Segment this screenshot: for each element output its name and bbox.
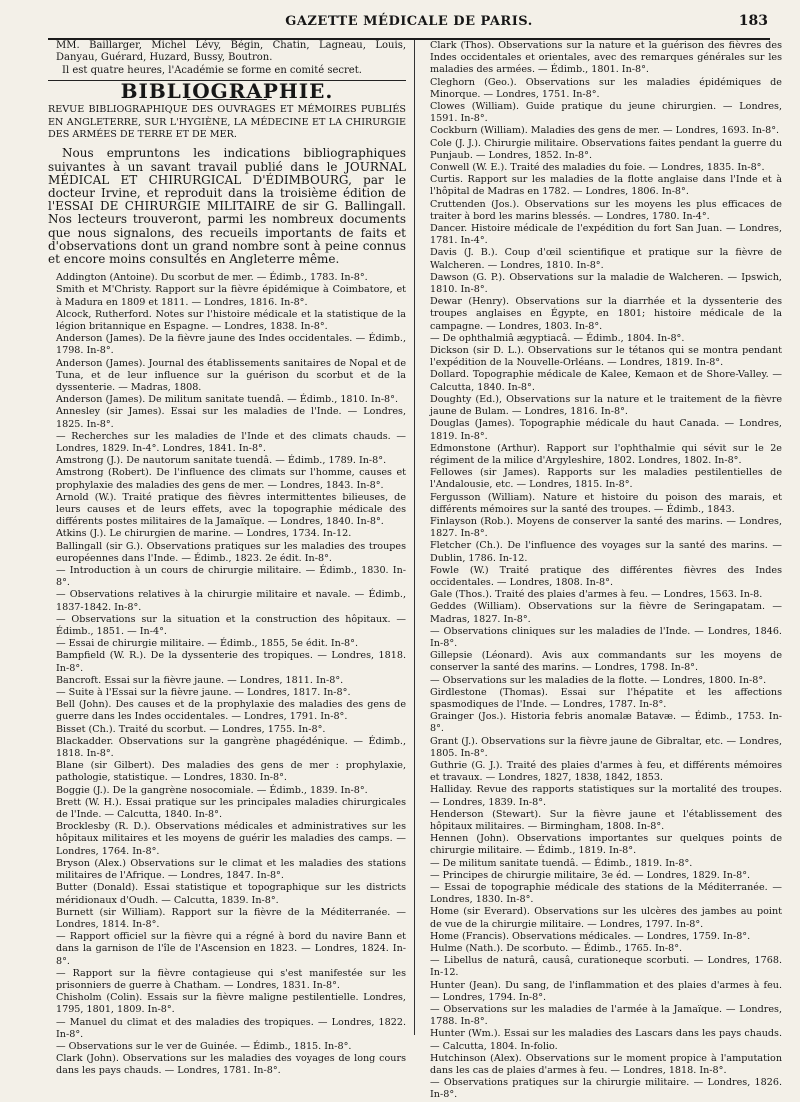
intro-paragraph: Nous empruntons les indications bibliographiques suivantes à un savant travail publié dans le JOURNAL MÉDICAL ET CHIRURGICAL D'ÉDIMBOURG, par le docteur Irvine, et reproduit dans la troisième édition de l'ESSAI DE CHIRURGIE MILITAIRE de sir G. Ballingall. Nos lecteurs trouveront, parmi les nombreux documents que nous signalons, des recueils importants de faits et d'observations dont un grand nombre sont à peine connus et encore moins consultés en Angleterre même.	[48, 146, 406, 266]
bibliography-entry: — Rapport officiel sur la fièvre qui a régné à bord du navire Bann et dans la garnison de l'île de l'Ascension en 1823. — Londres, 1824. In-8°.	[56, 931, 406, 967]
bibliography-entry: — De ophthalmiâ ægyptiacâ. — Édimb., 1804. In-8°.	[430, 332, 685, 344]
bibliography-entry: Henderson (Stewart). Sur la fièvre jaune et l'établissement des hôpitaux militaires. — Birmingham, 1808. In-8°.	[430, 808, 782, 832]
bibliography-entry: Addington (Antoine). Du scorbut de mer. — Édimb., 1783. In-8°.	[56, 272, 368, 284]
bibliography-entry: — Observations sur le ver de Guinée. — Édimb., 1815. In-8°.	[56, 1040, 352, 1052]
bibliography-entry: Cruttenden (Jos.). Observations sur les moyens les plus efficaces de traiter à bord les marins blessés. — Londres, 1780. In-4°.	[430, 198, 782, 222]
bibliography-entry: Anderson (James). Journal des établissements sanitaires de Nopal et de Tuna, et de leur influence sur la guérison du scorbut et de la dyssenterie. — Madras, 1808.	[56, 357, 406, 393]
bibliography-entry: — Observations relatives à la chirurgie militaire et navale. — Édimb., 1837-1842. In-8°.	[56, 589, 406, 613]
bibliography-entry: Curtis. Rapport sur les maladies de la flotte anglaise dans l'Inde et à l'hôpital de Madras en 1782. — Londres, 1806. In-8°.	[430, 174, 782, 198]
bibliography-entry: Clark (John). Observations sur les maladies des voyages de long cours dans les pays chauds. — Londres, 1781. In-8°.	[56, 1053, 406, 1077]
bibliography-entry: — Observations sur les maladies de l'armée à la Jamaïque. — Londres, 1788. In-8°.	[430, 1004, 782, 1028]
bibliography-entry: Bisset (Ch.). Traité du scorbut. — Londres, 1755. In-8°.	[56, 723, 326, 735]
bibliography-entry: Fowle (W.) Traité pratique des différentes fièvres des Indes occidentales. — Londres, 1808. In-8°.	[430, 564, 782, 588]
bibliography-entry: Cleghorn (Geo.). Observations sur les maladies épidémiques de Minorque. — Londres, 1751. In-8°.	[430, 76, 782, 100]
section-subheading: REVUE BIBLIOGRAPHIQUE DES OUVRAGES ET MÉMOIRES PUBLIÉS EN ANGLETERRE, SUR L'HYGIÈNE, LA MÉDECINE ET LA CHIRURGIE DES ARMÉES DE TERRE ET DE MER.	[48, 104, 406, 140]
bibliography-entry: Dawson (G. P.). Observations sur la maladie de Walcheren. — Ipswich, 1810. In-8°.	[430, 271, 782, 296]
bibliography-entry: — Observations sur la situation et la construction des hôpitaux. — Édimb., 1851. — In-4°.	[56, 613, 406, 638]
bibliography-entry: — Suite à l'Essai sur la fièvre jaune. — Londres, 1817. In-8°.	[56, 687, 351, 699]
bibliography-entry: Annesley (sir James). Essai sur les maladies de l'Inde. — Londres, 1825. In-8°.	[56, 406, 406, 430]
bibliography-entry: Blackadder. Observations sur la gangrène phagédénique. — Édimb., 1818. In-8°.	[56, 735, 406, 760]
bibliography-entry: — Rapport sur la fièvre contagieuse qui s'est manifestée sur les prisonniers de guerre à Chatham. — Londres, 1831. In-8°.	[56, 967, 406, 991]
bibliography-entry: — Essai de topographie médicale des stations de la Méditerranée. — Londres, 1830. In-8°.	[430, 882, 782, 906]
bibliography-entry: Amstrong (J.). De nautorum sanitate tuendâ. — Édimb., 1789. In-8°.	[56, 455, 387, 467]
bibliography-entry: Doughty (Ed.), Observations sur la nature et le traitement de la fièvre jaune de Bulam. — Londres, 1816. In-8°.	[430, 393, 782, 418]
bibliography-entry: Hutchinson (Alex). Observations sur le moment propice à l'amputation dans les cas de plaies d'armes à feu. — Londres, 1818. In-8°.	[430, 1052, 782, 1077]
bibliography-entry: Bampfield (W. R.). De la dyssenterie des tropiques. — Londres, 1818. In-8°.	[56, 650, 406, 674]
left-column	[48, 40, 406, 1078]
page-number: 183	[738, 13, 768, 29]
bibliography-entry: Hunter (Jean). Du sang, de l'inflammation et des plaies d'armes à feu. — Londres, 1794. In-8°.	[430, 979, 782, 1003]
bibliography-entry: Arnold (W.). Traité pratique des fièvres intermittentes bilieuses, de leurs causes et de leurs effets, avec la topographie médicale des différents postes militaires de la Jamaïque. — Londres, 1840. In-8°.	[56, 491, 406, 528]
bibliography-entry: Blane (sir Gilbert). Des maladies des gens de mer : prophylaxie, pathologie, statistique. — Londres, 1830. In-8°.	[56, 760, 406, 784]
bibliography-entry: Dancer. Histoire médicale de l'expédition du fort San Juan. — Londres, 1781. In-4°.	[430, 223, 782, 247]
bibliography-entry: Chisholm (Colin). Essais sur la fièvre maligne pestilentielle. Londres, 1795, 1801, 1809. In-8°.	[56, 992, 406, 1016]
bibliography-entry: Fletcher (Ch.). De l'influence des voyages sur la santé des marins. — Dublin, 1786. In-12.	[430, 540, 782, 564]
bibliography-entry: Grainger (Jos.). Historia febris anomalæ Batavæ. — Édimb., 1753. In-8°.	[430, 711, 782, 735]
bibliography-entry: Douglas (James). Topographie médicale du haut Canada. — Londres, 1819. In-8°.	[430, 418, 782, 442]
bibliography-entry: Burnett (sir William). Rapport sur la fièvre de la Méditerranée. — Londres, 1814. In-8°.	[56, 906, 406, 930]
bibliography-entry: Fergusson (William). Nature et histoire du poison des marais, et différents mémoires sur la santé des troupes. — Édimb., 1843.	[430, 491, 782, 515]
bibliography-entry: Clowes (William). Guide pratique du jeune chirurgien. — Londres, 1591. In-8°.	[430, 101, 782, 125]
column-divider	[414, 40, 415, 1035]
bibliography-entry: Brett (W. H.). Essai pratique sur les principales maladies chirurgicales de l'Inde. — Calcutta, 1840. In-8°.	[56, 796, 406, 821]
bibliography-entry: — Recherches sur les maladies de l'Inde et des climats chauds. — Londres, 1829. In-4°. Londres, 1841. In-8°.	[56, 430, 406, 454]
section-heading: BIBLIOGRAPHIE.	[120, 78, 334, 103]
bibliography-entry: Davis (J. B.). Coup d'œil scientifique et pratique sur la fièvre de Walcheren. — Londres, 1810. In-8°.	[430, 247, 782, 271]
bibliography-entry: Gillepsie (Léonard). Avis aux commandants sur les moyens de conserver la santé des marins. — Londres, 1798. In-8°.	[430, 650, 782, 674]
bibliography-entry: Gale (Thos.). Traité des plaies d'armes à feu. — Londres, 1563. In-8.	[430, 589, 763, 601]
bibliography-entry: — Observations cliniques sur les maladies de l'Inde. — Londres, 1846. In-8°.	[430, 625, 782, 649]
bibliography-entry: — De militum sanitate tuendâ. — Édimb., 1819. In-8°.	[430, 857, 693, 869]
bibliography-entry: Bryson (Alex.) Observations sur le climat et les maladies des stations militaires de l'Afrique. — Londres, 1847. In-8°.	[56, 857, 406, 882]
bibliography-entry: Conwell (W. E.). Traité des maladies du foie. — Londres, 1835. In-8°.	[430, 162, 765, 174]
bibliography-entry: Cole (J. J.). Chirurgie militaire. Observations faites pendant la guerre du Punjaub. — Londres, 1852. In-8°.	[430, 137, 782, 161]
bibliography-entry: Anderson (James). De militum sanitate tuendâ. — Édimb., 1810. In-8°.	[56, 394, 399, 406]
bibliography-entry: Boggie (J.). De la gangrène nosocomiale. — Édimb., 1839. In-8°.	[56, 784, 368, 796]
bibliography-entry: — Principes de chirurgie militaire, 3e éd. — Londres, 1829. In-8°.	[430, 869, 751, 881]
bibliography-entry: Brocklesby (R. D.). Observations médicales et administratives sur les hôpitaux militaires et les moyens de guérir les maladies des camps. — Londres, 1764. In-8°.	[56, 821, 406, 857]
bibliography-entry: — Observations sur les maladies de la flotte. — Londres, 1800. In-8°.	[430, 674, 767, 686]
meeting-close: Il est quatre heures, l'Académie se forme en comité secret.	[62, 64, 362, 76]
bibliography-entry: Finlayson (Rob.). Moyens de conserver la santé des marins. — Londres, 1827. In-8°.	[430, 515, 782, 540]
bibliography-entry: Bell (John). Des causes et de la prophylaxie des maladies des gens de guerre dans les Indes occidentales. — Londres, 1791. In-8°.	[56, 699, 406, 723]
bibliography-entry: Hunter (Wm.). Essai sur les maladies des Lascars dans les pays chauds. — Calcutta, 1804. In-folio.	[430, 1028, 782, 1052]
bibliography-entry: Amstrong (Robert). De l'influence des climats sur l'homme, causes et prophylaxie des maladies des gens de mer. — Londres, 1843. In-8°.	[56, 467, 406, 491]
right-entry-list	[422, 40, 782, 1102]
bibliography-entry: Geddes (William). Observations sur la fièvre de Seringapatam. — Madras, 1827. In-8°.	[430, 601, 782, 625]
bibliography-entry: Anderson (James). De la fièvre jaune des Indes occidentales. — Édimb., 1798. In-8°.	[56, 333, 406, 357]
bibliography-entry: Alcock, Rutherford. Notes sur l'histoire médicale et la statistique de la légion britannique en Espagne. — Londres, 1838. In-8°.	[56, 308, 406, 332]
bibliography-entry: Atkins (J.). Le chirurgien de marine. — Londres, 1734. In-12.	[56, 528, 352, 540]
bibliography-entry: — Introduction à un cours de chirurgie militaire. — Édimb., 1830. In-8°.	[56, 565, 406, 589]
bibliography-entry: Dollard. Topographie médicale de Kalee, Kemaon et de Shore-Valley. — Calcutta, 1840. In-8°.	[430, 369, 782, 393]
bibliography-entry: Butter (Donald). Essai statistique et topographique sur les districts méridionaux d'Oudh. — Calcutta, 1839. In-8°.	[56, 882, 406, 906]
right-column	[422, 40, 782, 1102]
bibliography-entry: Clark (Thos). Observations sur la nature et la guérison des fièvres des Indes occidentales et orientales, avec des remarques générales sur les maladies des armées. — Édimb., 1801. In-8°.	[430, 40, 782, 76]
bibliography-entry: — Manuel du climat et des maladies des tropiques. — Londres, 1822. In-8°.	[56, 1016, 406, 1040]
bibliography-entry: Edmonstone (Arthur). Rapport sur l'ophthalmie qui sévit sur le 2e régiment de la milice d'Argyleshire, 1802. Londres, 1802. In-8°.	[430, 442, 782, 466]
bibliography-entry: — Essai de chirurgie militaire. — Édimb., 1855, 5e édit. In-8°.	[56, 638, 359, 650]
bibliography-entry: Girdlestone (Thomas). Essai sur l'hépatite et les affections spasmodiques de l'Inde. — Londres, 1787. In-8°.	[430, 686, 782, 710]
bibliography-entry: Home (Francis). Observations médicales. — Londres, 1759. In-8°.	[430, 930, 751, 942]
bibliography-entry: Cockburn (William). Maladies des gens de mer. — Londres, 1693. In-8°.	[430, 125, 780, 137]
journal-title: GAZETTE MÉDICALE DE PARIS.	[285, 14, 533, 29]
bibliography-entry: — Libellus de naturâ, causâ, curationeque scorbuti. — Londres, 1768. In-12.	[430, 955, 782, 979]
bibliography-entry: Dewar (Henry). Observations sur la diarrhée et la dyssenterie des troupes anglaises en Égypte, en 1801; histoire médicale de la campagne. — Londres, 1803. In-8°.	[430, 296, 782, 332]
running-header	[48, 12, 770, 40]
bibliography-entry: Bancroft. Essai sur la fièvre jaune. — Londres, 1811. In-8°.	[56, 674, 344, 686]
bibliography-entry: Hulme (Nath.). De scorbuto. — Édimb., 1765. In-8°.	[430, 943, 683, 955]
bibliography-entry: Fellowes (sir James). Rapports sur les maladies pestilentielles de l'Andalousie, etc. — Londres, 1815. In-8°.	[430, 467, 782, 491]
bibliography-entry: Ballingall (sir G.). Observations pratiques sur les maladies des troupes européennes dans l'Inde. — Édimb., 1823. 2e édit. In-8°.	[56, 540, 406, 564]
meeting-attendees: MM. Baillarger, Michel Lévy, Bégin, Chatin, Lagneau, Louis, Danyau, Guérard, Huzard, Bussy, Boutron.	[56, 40, 406, 64]
bibliography-entry: Halliday. Revue des rapports statistiques sur la mortalité des troupes. — Londres, 1839. In-8°.	[430, 784, 782, 808]
left-entry-list	[48, 272, 406, 1077]
bibliography-entry: Dickson (sir D. L.). Observations sur le tétanos qui se montra pendant l'expédition de la Nouvelle-Orléans. — Londres, 1819. In-8°.	[430, 345, 782, 369]
bibliography-entry: Guthrie (G. J.). Traité des plaies d'armes à feu, et différents mémoires et travaux. — Londres, 1827, 1838, 1842, 1853.	[430, 759, 782, 784]
bibliography-entry: — Observations pratiques sur la chirurgie militaire. — Londres, 1826. In-8°.	[430, 1077, 782, 1101]
bibliography-entry: Smith et M'Christy. Rapport sur la fièvre épidémique à Coimbatore, et à Madura en 1809 et 1811. — Londres, 1816. In-8°.	[56, 284, 406, 308]
bibliography-entry: Hennen (John). Observations importantes sur quelques points de chirurgie militaire. — Édimb., 1819. In-8°.	[430, 833, 782, 857]
bibliography-entry: Grant (J.). Observations sur la fièvre jaune de Gibraltar, etc. — Londres, 1805. In-8°.	[430, 735, 782, 759]
bibliography-entry: Home (sir Everard). Observations sur les ulcères des jambes au point de vue de la chirurgie militaire. — Londres, 1797. In-8°.	[430, 906, 782, 930]
